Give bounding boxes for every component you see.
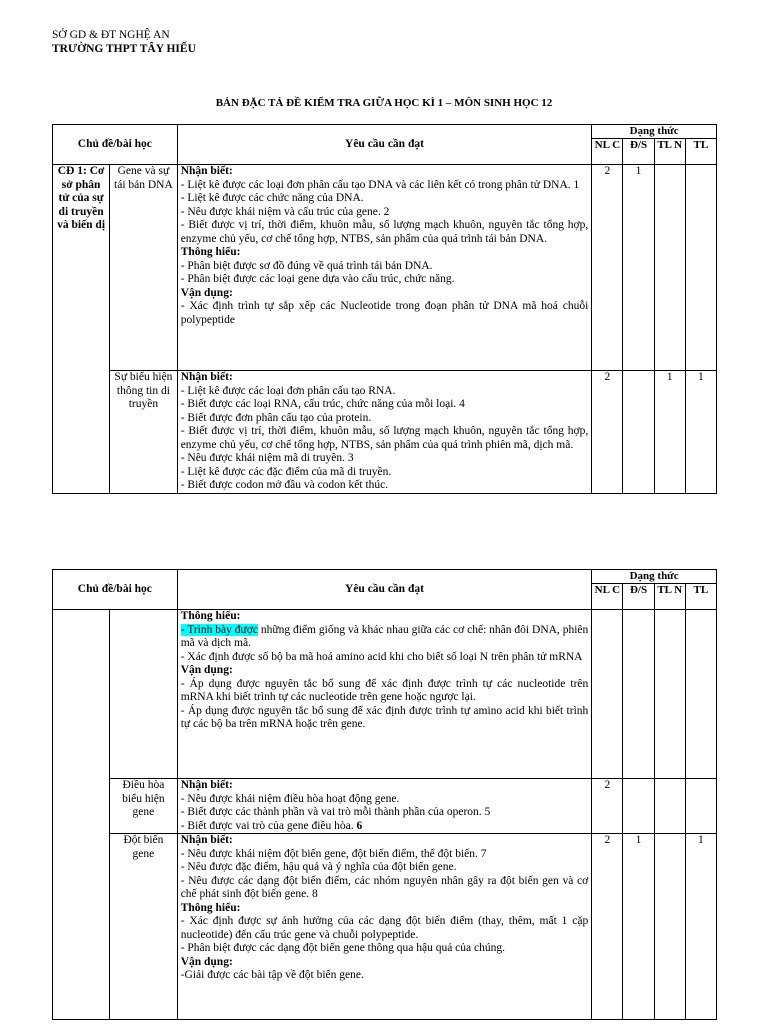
count-tln: [654, 834, 685, 1020]
lesson-gene-dna: Gene và sự tái bản DNA: [110, 165, 178, 371]
count-nlc: 2: [592, 371, 623, 494]
count-tl: [685, 610, 716, 779]
count-tln: [654, 610, 685, 779]
level-label: Thông hiểu:: [180, 901, 241, 914]
level-label: Vận dụng:: [180, 286, 233, 299]
requirement-line: - Biết được các loại RNA, cấu trúc, chức năng của mỗi loại. 4: [180, 398, 465, 410]
requirement-line: - Phân biệt được sơ đồ đúng về quá trình tái bản DNA.: [180, 259, 433, 272]
requirement-line: - Liệt kê được các loại đơn phân cấu tạo DNA và các liên kết có trong phân tử DNA. 1: [180, 178, 580, 191]
requirements-cell: [177, 165, 592, 371]
lesson-gene-mutation: Đột biến gene: [110, 834, 178, 1020]
header-ds: Đ/S: [623, 584, 654, 610]
count-nlc: [592, 610, 623, 779]
level-label: Vận dụng:: [180, 664, 233, 676]
count-ds: [623, 371, 654, 494]
level-label: Thông hiểu:: [180, 610, 241, 622]
header-tln: TL N: [654, 584, 685, 610]
requirement-line: [181, 624, 589, 651]
requirement-line: - Nêu được khái niệm và cấu trúc của gene. 2: [180, 205, 390, 218]
requirement-line: - Nêu được khái niệm điều hòa hoạt động gene.: [180, 792, 400, 805]
count-tln: [654, 165, 685, 371]
count-tl: 1: [685, 834, 716, 1020]
lesson-gene-expression: Sự biểu hiện thông tin di truyền: [110, 371, 178, 494]
count-nlc: 2: [592, 779, 623, 834]
level-label: Nhận biết:: [180, 834, 233, 846]
requirement-line: - Nêu được khái niệm đột biến gene, đột biến điểm, thể đột biến. 7: [180, 847, 487, 860]
requirement-line: - Phân biệt được các dạng đột biến gene thông qua hậu quả của chúng.: [180, 942, 505, 954]
lesson-continued: [110, 610, 178, 779]
requirement-line: - Liệt kê được các chức năng của DNA.: [180, 192, 364, 204]
requirement-line: - Xác định trình tự sắp xếp các Nucleotide trong đoạn phân tử DNA mã hoá chuỗi polypeptide: [180, 300, 589, 326]
count-nlc: 2: [592, 165, 623, 371]
highlighted-text: - Trình bày được: [180, 623, 258, 636]
requirement-line: - Liệt kê được các đặc điểm của mã di truyền.: [180, 465, 392, 478]
requirements-cell: [177, 371, 592, 494]
requirement-line: - Biết được các thành phần và vai trò mỗi thành phần của operon. 5: [180, 806, 491, 818]
requirement-line: - Áp dụng được nguyên tắc bổ sung để xác định được trình tự amino acid khi biết trình tự các bộ ba trên mRNA hoặc trên gene.: [180, 704, 589, 730]
count-ds: [623, 610, 654, 779]
requirement-line: - Nêu được khái niệm mã di truyền. 3: [180, 452, 354, 464]
requirement-line: [181, 820, 589, 834]
count-tl: [685, 779, 716, 834]
header-nlc: NL C: [592, 139, 623, 165]
header-format: Dạng thức: [592, 125, 717, 139]
requirement-line: - Biết được đơn phân cấu tạo của protein.: [180, 411, 372, 424]
requirements-cell: [177, 779, 592, 834]
requirement-line: - Áp dụng được nguyên tắc bổ sung để xác định được trình tự các nucleotide trên mRNA khi biết trình tự các nucleotide trên gene hoặc ngược lại.: [180, 677, 589, 703]
level-label: Thông hiểu:: [180, 246, 241, 258]
header-department: SỞ GD & ĐT NGHỆ AN: [52, 29, 170, 41]
header-topic: Chủ đề/bài học: [53, 570, 178, 610]
count-ds: 1: [623, 834, 654, 1020]
level-label: Nhận biết:: [180, 371, 233, 383]
level-label: Nhận biết:: [180, 779, 233, 791]
header-tl: TL: [685, 584, 716, 610]
level-label: Vận dụng:: [180, 955, 233, 968]
count-nlc: 2: [592, 834, 623, 1020]
requirement-line: - Biết được codon mở đầu và codon kết thúc.: [180, 479, 389, 491]
header-school: TRƯỜNG THPT TÂY HIẾU: [52, 43, 196, 55]
requirement-line: - Nêu được đặc điểm, hậu quả và ý nghĩa của đột biến gene.: [180, 861, 457, 873]
header-ds: Đ/S: [623, 139, 654, 165]
requirement-line: - Biết được vị trí, thời điểm, khuôn mẫu, số lượng mạch khuôn, nguyên tắc tổng hợp, enzyme chủ yếu, cơ chế tổng hợp, NTBS, sản phẩm của quá trình phiên mã, dịch mã.: [180, 425, 589, 451]
count-tl: 1: [685, 371, 716, 494]
level-label: Nhận biết:: [180, 165, 233, 177]
requirements-cell: [177, 610, 592, 779]
header-requirements: Yêu cầu cần đạt: [177, 570, 592, 610]
topic-cell: CĐ 1: Cơ sở phân tử của sự di truyền và biến dị: [53, 165, 110, 494]
count-tln: [654, 779, 685, 834]
header-tl: TL: [685, 139, 716, 165]
count-tl: [685, 165, 716, 371]
count-tln: 1: [654, 371, 685, 494]
topic-cell-continued: [53, 610, 110, 1020]
header-topic: Chủ đề/bài học: [53, 125, 178, 165]
header-format: Dạng thức: [592, 570, 717, 584]
requirements-cell: [177, 834, 592, 1020]
spec-table-2: [52, 569, 717, 1020]
question-number: 6: [356, 819, 363, 832]
requirement-text: những điểm giống và khác nhau giữa các cơ chế: nhân đôi DNA, phiên mã và dịch mã.: [180, 623, 589, 649]
header-tln: TL N: [654, 139, 685, 165]
count-ds: 1: [623, 165, 654, 371]
header-requirements: Yêu cầu cần đạt: [177, 125, 592, 165]
spec-table-1: [52, 124, 717, 494]
requirement-line: - Biết được vị trí, thời điểm, khuôn mẫu, số lượng mạch khuôn, nguyên tắc tổng hợp, enzyme chủ yếu, cơ chế tổng hợp, NTBS, sản phẩm của quá trình tái bản DNA.: [180, 219, 589, 245]
requirement-line: - Phân biệt được các loại gene dựa vào cấu trúc, chức năng.: [180, 273, 455, 285]
requirement-line: -Giải được các bài tập về đột biến gene.: [180, 969, 364, 981]
lesson-gene-regulation: Điều hòa biểu hiện gene: [110, 779, 178, 834]
requirement-line: - Xác định được số bộ ba mã hoá amino acid khi cho biết số loại N trên phân tử mRNA: [180, 650, 583, 663]
count-ds: [623, 779, 654, 834]
requirement-line: - Xác định được sự ảnh hưởng của các dạng đột biến điểm (thay, thêm, mất 1 cặp nucleotide) đến cấu trúc gene và chuỗi polypeptide.: [180, 915, 589, 941]
requirement-line: - Nêu được các dạng đột biến điểm, các nhóm nguyên nhân gây ra đột biến gen và cơ chế phát sinh đột biến gene. 8: [180, 874, 589, 900]
document-title: BẢN ĐẶC TẢ ĐỀ KIỂM TRA GIỮA HỌC KÌ 1 – MÔN SINH HỌC 12: [215, 97, 553, 109]
requirement-line: - Liệt kê được các loại đơn phân cấu tạo RNA.: [180, 384, 396, 397]
requirement-text: - Biết được vai trò của gene điều hòa.: [180, 819, 357, 832]
header-nlc: NL C: [592, 584, 623, 610]
